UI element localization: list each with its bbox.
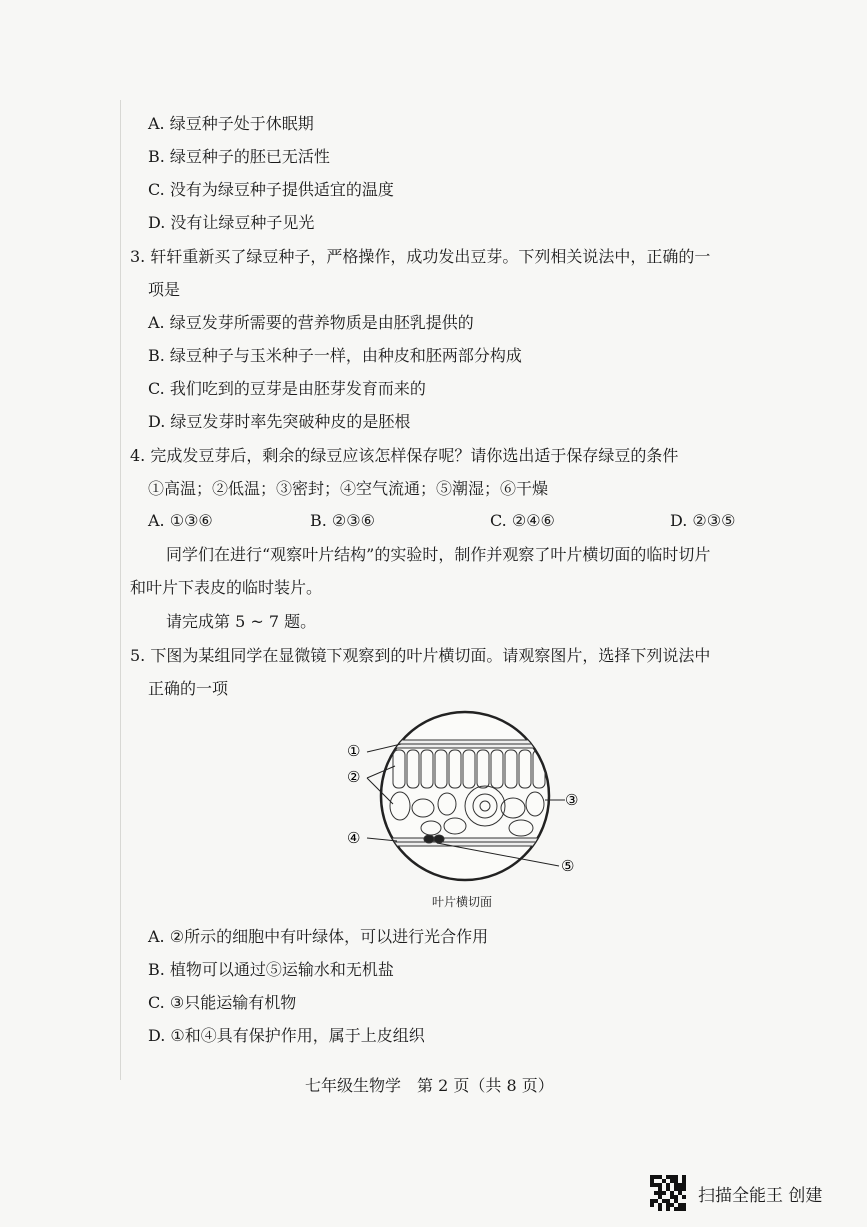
q3-option-d: D. 绿豆发芽时率先突破种皮的是胚根	[148, 412, 411, 431]
q4-stem: 4. 完成发豆芽后，剩余的绿豆应该怎样保存呢？请你选出适于保存绿豆的条件	[130, 446, 679, 465]
q2-option-a: A. 绿豆种子处于休眠期	[148, 114, 314, 133]
scanner-text: 扫描全能王 创建	[698, 1185, 823, 1206]
q5-option-d: D. ①和④具有保护作用，属于上皮组织	[148, 1026, 425, 1045]
q3-stem-cont: 项是	[148, 280, 181, 299]
q5-stem-cont: 正确的一项	[148, 679, 229, 698]
q5-stem: 5. 下图为某组同学在显微镜下观察到的叶片横切面。请观察图片，选择下列说法中	[130, 646, 711, 665]
q2-option-b: B. 绿豆种子的胚已无活性	[148, 147, 330, 166]
q4-option-d: D. ②③⑤	[670, 511, 736, 530]
q2-option-d: D. 没有让绿豆种子见光	[148, 213, 315, 232]
qr-code-icon	[650, 1175, 686, 1211]
intro-line-2: 和叶片下表皮的临时装片。	[130, 578, 323, 597]
intro-line-1: 同学们在进行“观察叶片结构”的实验时，制作并观察了叶片横切面的临时切片	[166, 545, 711, 564]
q4-option-c: C. ②④⑥	[490, 511, 555, 530]
q4-option-b: B. ②③⑥	[310, 511, 375, 530]
figure-label-3: ③	[565, 791, 579, 809]
scanner-watermark	[650, 1175, 822, 1211]
figure-label-4: ④	[347, 829, 361, 847]
q3-option-b: B. 绿豆种子与玉米种子一样，由种皮和胚两部分构成	[148, 346, 522, 365]
figure-label-2: ②	[347, 768, 361, 786]
intro-line-3: 请完成第 5 ~ 7 题。	[166, 612, 317, 631]
page-edge-line	[120, 100, 121, 1080]
figure-label-1: ①	[347, 742, 361, 760]
q5-option-c: C. ③只能运输有机物	[148, 993, 297, 1012]
q4-option-a: A. ①③⑥	[148, 511, 213, 530]
leaf-cross-section-figure	[345, 708, 605, 888]
q5-option-b: B. 植物可以通过⑤运输水和无机盐	[148, 960, 394, 979]
q4-conditions: ①高温；②低温；③密封；④空气流通；⑤潮湿；⑥干燥	[148, 479, 549, 498]
q3-option-c: C. 我们吃到的豆芽是由胚芽发育而来的	[148, 379, 426, 398]
page-footer: 七年级生物学 第 2 页（共 8 页）	[305, 1076, 554, 1095]
figure-caption: 叶片横切面	[432, 895, 493, 909]
q3-option-a: A. 绿豆发芽所需要的营养物质是由胚乳提供的	[148, 313, 474, 332]
q5-option-a: A. ②所示的细胞中有叶绿体，可以进行光合作用	[148, 927, 489, 946]
q3-stem: 3. 轩轩重新买了绿豆种子，严格操作，成功发出豆芽。下列相关说法中，正确的一	[130, 247, 711, 266]
q2-option-c: C. 没有为绿豆种子提供适宜的温度	[148, 180, 394, 199]
figure-label-5: ⑤	[561, 857, 575, 875]
